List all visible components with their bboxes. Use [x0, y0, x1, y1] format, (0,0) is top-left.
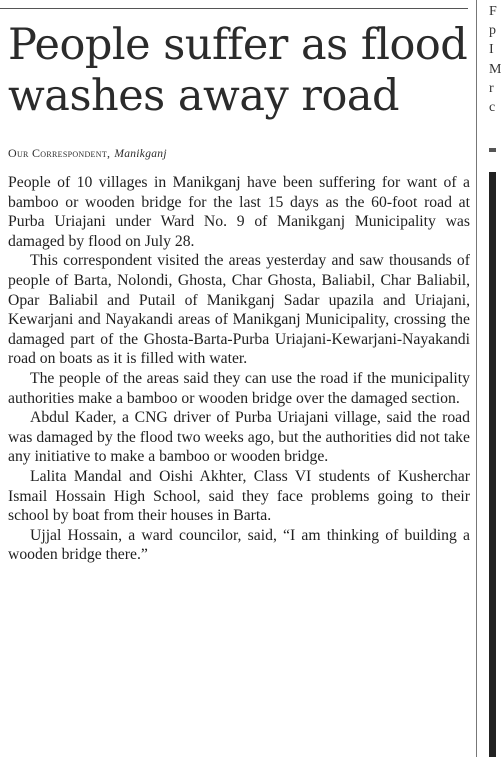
paragraph-1: People of 10 villages in Manikganj have been suffering for want of a bamboo or wooden bridge for the last 15 days as the 60-foot road at Purba Uriajani under Ward No. 9 of Manikganj Municipality was damaged by flood on July 28. — [8, 174, 470, 250]
side-letter: F — [489, 4, 497, 19]
paragraph-2: This correspondent visited the areas yesterday and saw thousands of people of Barta, Nolondi, Ghosta, Char Ghosta, Baliabil, Char Baliabil, Opar Baliabil and Putail of Manikganj Sadar upazila and Uriajani, Kewarjani and Nayakandi areas of Manikganj Municipality, crossing the damaged part of the Ghosta-Barta-Purba Uriajani-Kewarjani-Nayakandi road on boats as it is filled with water. — [8, 252, 470, 368]
headline: People suffer as flood washes away road — [8, 20, 468, 121]
paragraph-3: The people of the areas said they can use the road if the municipality authorities make a bamboo or wooden bridge over the damaged section. — [8, 369, 470, 407]
side-letter: p — [489, 23, 496, 39]
side-letter: c — [489, 100, 496, 116]
paragraph-4: Abdul Kader, a CNG driver of Purba Uriajani village, said the road was damaged by the flood two weeks ago, but the authorities did not take any initiative to make a bamboo or wooden bridge. — [8, 409, 470, 466]
column-divider — [476, 0, 477, 757]
top-rule — [0, 8, 468, 9]
adjacent-column-clipped — [489, 2, 501, 117]
paragraph-6: Ujjal Hossain, a ward councilor, said, “I am thinking of building a wooden bridge there.” — [8, 526, 470, 564]
article-body — [8, 173, 470, 565]
side-letter: I — [489, 42, 494, 58]
side-rule-mark — [489, 148, 496, 152]
side-letter: M — [489, 61, 501, 77]
article — [8, 20, 470, 565]
byline-location: Manikganj — [114, 148, 167, 160]
paragraph-5: Lalita Mandal and Oishi Akhter, Class VI students of Kusherchar Ismail Hossain High School, said they face problems going to their school by boat from their houses in Barta. — [8, 467, 470, 525]
byline — [8, 146, 470, 161]
byline-author: Our Correspondent, — [8, 146, 111, 160]
adjacent-dark-box — [489, 172, 496, 757]
side-letter: r — [489, 80, 494, 96]
